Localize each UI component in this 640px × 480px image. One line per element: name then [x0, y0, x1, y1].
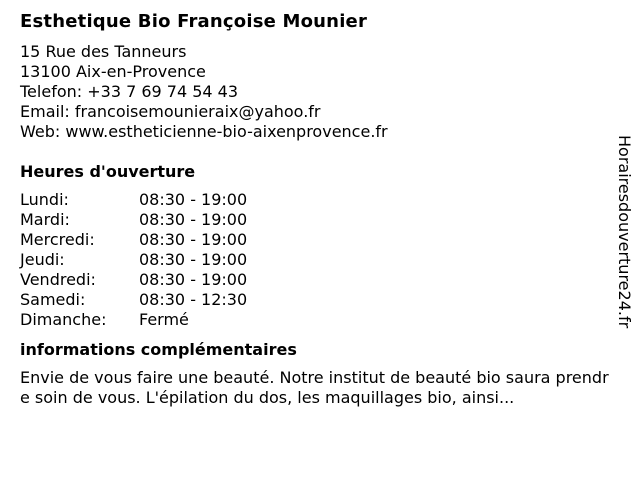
address-line-1: 15 Rue des Tanneurs [20, 42, 187, 61]
additional-info-heading: informations complémentaires [20, 340, 297, 359]
time-value: 08:30 - 19:00 [139, 230, 248, 249]
email-address: Email: francoisemounieraix@yahoo.fr [20, 102, 321, 121]
address-line-2: 13100 Aix-en-Provence [20, 62, 206, 81]
hours-row-saturday [20, 290, 610, 310]
day-label: Jeudi: [20, 250, 65, 269]
hours-row-sunday [20, 310, 610, 330]
day-label: Mercredi: [20, 230, 95, 249]
hours-row-monday [20, 190, 610, 210]
business-card [20, 10, 610, 408]
day-label: Mardi: [20, 210, 70, 229]
time-value: 08:30 - 19:00 [139, 190, 248, 209]
time-value: Fermé [139, 310, 189, 329]
time-value: 08:30 - 19:00 [139, 210, 248, 229]
day-label: Vendredi: [20, 270, 96, 289]
additional-info-text: Envie de vous faire une beauté. Notre institut de beauté bio saura prendre soin de vous. L'épilation du dos, les maquillages bio, ainsi... [20, 368, 609, 407]
day-label: Lundi: [20, 190, 69, 209]
phone-number: Telefon: +33 7 69 74 54 43 [20, 82, 239, 101]
day-label: Samedi: [20, 290, 86, 309]
hours-row-friday [20, 270, 610, 290]
hours-row-wednesday [20, 230, 610, 250]
opening-hours-heading: Heures d'ouverture [20, 162, 196, 181]
time-value: 08:30 - 19:00 [139, 270, 248, 289]
website: Web: www.estheticienne-bio-aixenprovence.fr [20, 122, 388, 141]
site-watermark: Horairesdouverture24.fr [615, 135, 634, 329]
time-value: 08:30 - 19:00 [139, 250, 248, 269]
opening-hours-list [20, 190, 610, 330]
day-label: Dimanche: [20, 310, 107, 329]
hours-row-thursday [20, 250, 610, 270]
hours-row-tuesday [20, 210, 610, 230]
time-value: 08:30 - 12:30 [139, 290, 248, 309]
business-name: Esthetique Bio Françoise Mounier [20, 11, 368, 32]
